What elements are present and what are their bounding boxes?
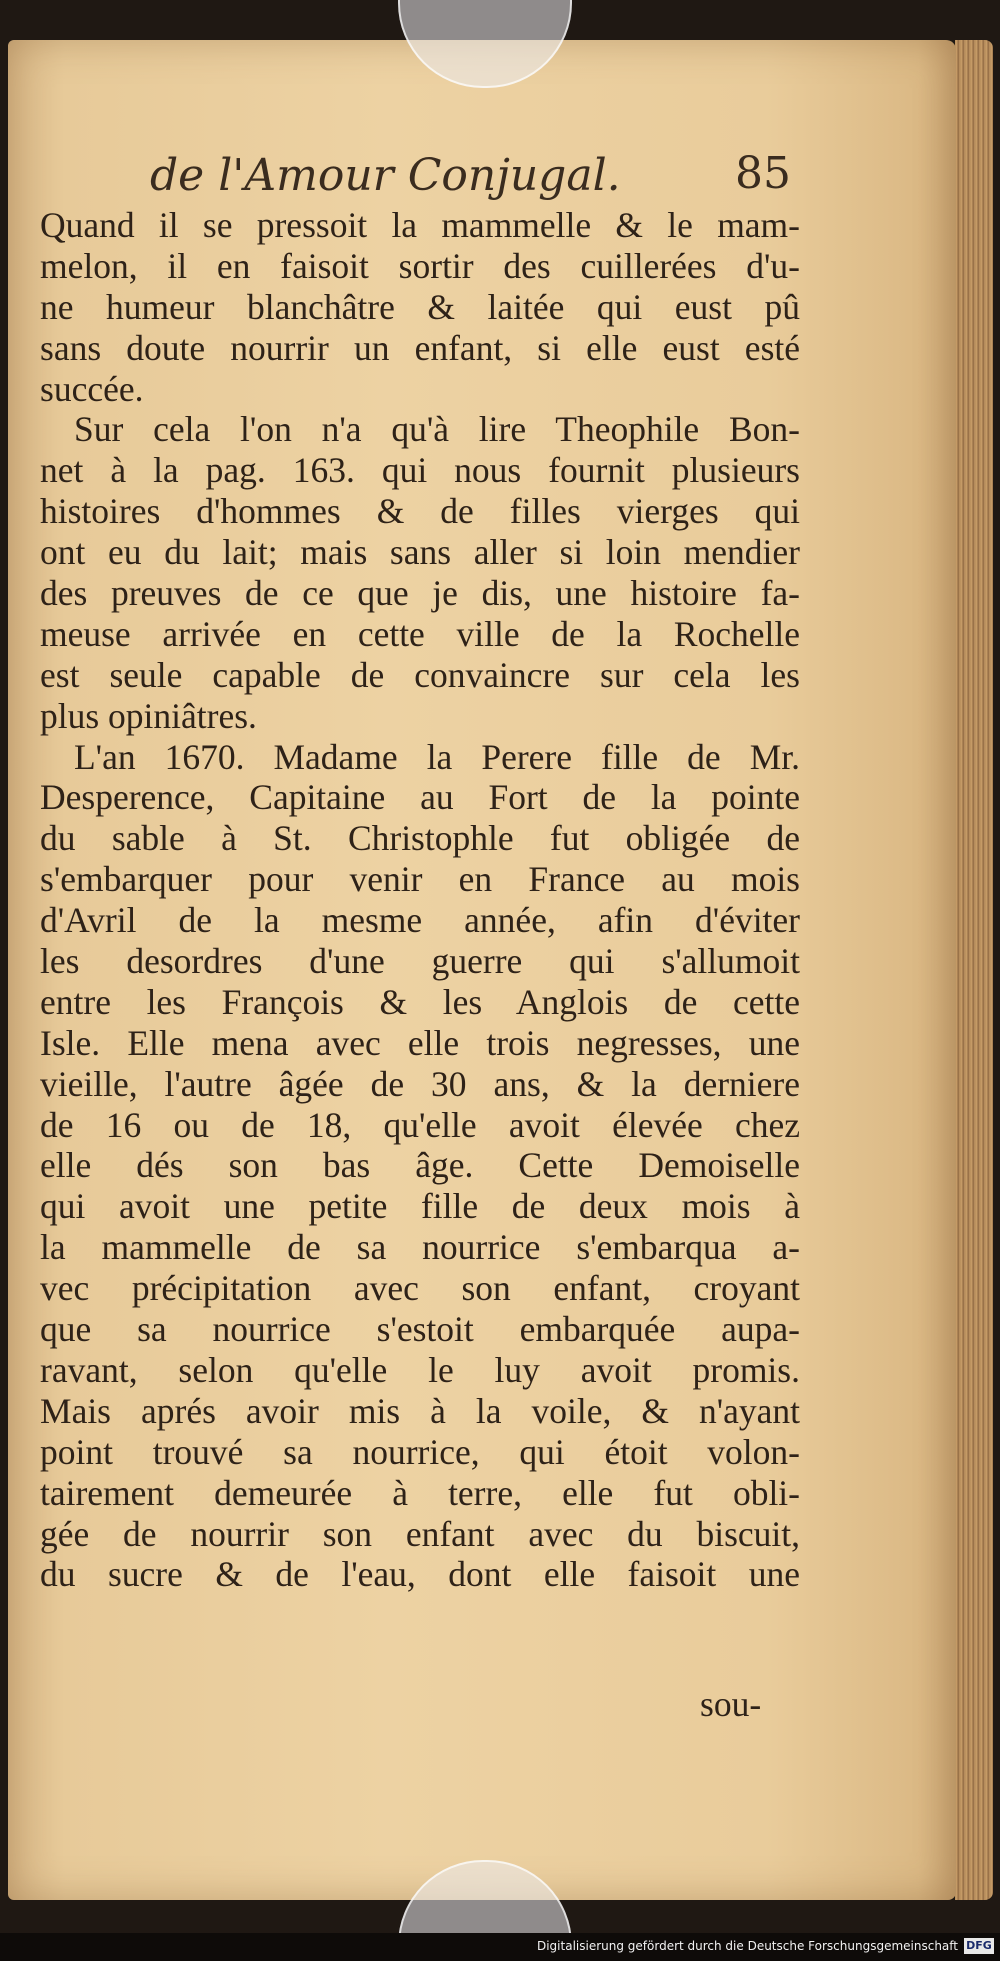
text-line: L'an 1670. Madame la Perere fille de Mr. (74, 736, 800, 777)
text-line: entre les François & les Anglois de cette (40, 981, 800, 1022)
text-line: de 16 ou de 18, qu'elle avoit élevée chez (40, 1104, 800, 1145)
text-line: Sur cela l'on n'a qu'à lire Theophile Bon- (74, 409, 800, 450)
footer-bar (0, 1933, 1000, 1961)
text-line: Quand il se pressoit la mammelle & le mam- (40, 205, 800, 245)
text-line: s'embarquer pour venir en France au mois (40, 859, 800, 900)
text-line: Isle. Elle mena avec elle trois negresses, une (40, 1022, 800, 1063)
text-line: ne humeur blanchâtre & laitée qui eust pû (40, 286, 800, 327)
text-line: melon, il en faisoit sortir des cuillerées d'u- (40, 245, 800, 286)
text-line: vieille, l'autre âgée de 30 ans, & la derniere (40, 1063, 800, 1104)
text-line: Mais aprés avoir mis à la voile, & n'ayant (40, 1390, 800, 1431)
text-line: sans doute nourrir un enfant, si elle eust esté (40, 327, 800, 368)
text-line: Desperence, Capitaine au Fort de la pointe (40, 777, 800, 818)
text-line: du sucre & de l'eau, dont elle faisoit une (40, 1554, 800, 1595)
catchword: sou- (700, 1684, 762, 1724)
text-line: plus opiniâtres. (40, 695, 257, 736)
funding-credit: Digitalisierung gefördert durch die Deutsche Forschungsgemeinschaft (536, 1939, 958, 1953)
text-line: meuse arrivée en cette ville de la Rochelle (40, 613, 800, 654)
text-line: histoires d'hommes & de filles vierges qui (40, 491, 800, 532)
text-line: la mammelle de sa nourrice s'embarqua a- (40, 1227, 800, 1268)
text-line: net à la pag. 163. qui nous fournit plusieurs (40, 450, 800, 491)
text-line: que sa nourrice s'estoit embarquée aupa- (40, 1309, 800, 1350)
text-line: point trouvé sa nourrice, qui étoit volon- (40, 1431, 800, 1472)
text-line: succée. (40, 368, 144, 409)
text-line: gée de nourrir son enfant avec du biscuit, (40, 1513, 800, 1554)
text-line: du sable à St. Christophle fut obligée de (40, 818, 800, 859)
text-line: qui avoit une petite fille de deux mois à (40, 1186, 800, 1227)
text-line: ont eu du lait; mais sans aller si loin mendier (40, 532, 800, 573)
text-line: tairement demeurée à terre, elle fut obli- (40, 1472, 800, 1513)
text-line: elle dés son bas âge. Cette Demoiselle (40, 1145, 800, 1186)
page-fore-edge (955, 40, 993, 1900)
text-line: ravant, selon qu'elle le luy avoit promis. (40, 1349, 800, 1390)
page-number: 85 (735, 148, 791, 199)
text-line: vec précipitation avec son enfant, croyant (40, 1268, 800, 1309)
body-text (40, 205, 800, 1595)
text-line: d'Avril de la mesme année, afin d'éviter (40, 900, 800, 941)
text-line: les desordres d'une guerre qui s'allumoit (40, 941, 800, 982)
text-line: est seule capable de convaincre sur cela les (40, 654, 800, 695)
running-title: de l'Amour Conjugal. (150, 150, 621, 201)
dfg-logo: DFG (964, 1938, 994, 1954)
text-line: des preuves de ce que je dis, une histoire fa- (40, 573, 800, 614)
